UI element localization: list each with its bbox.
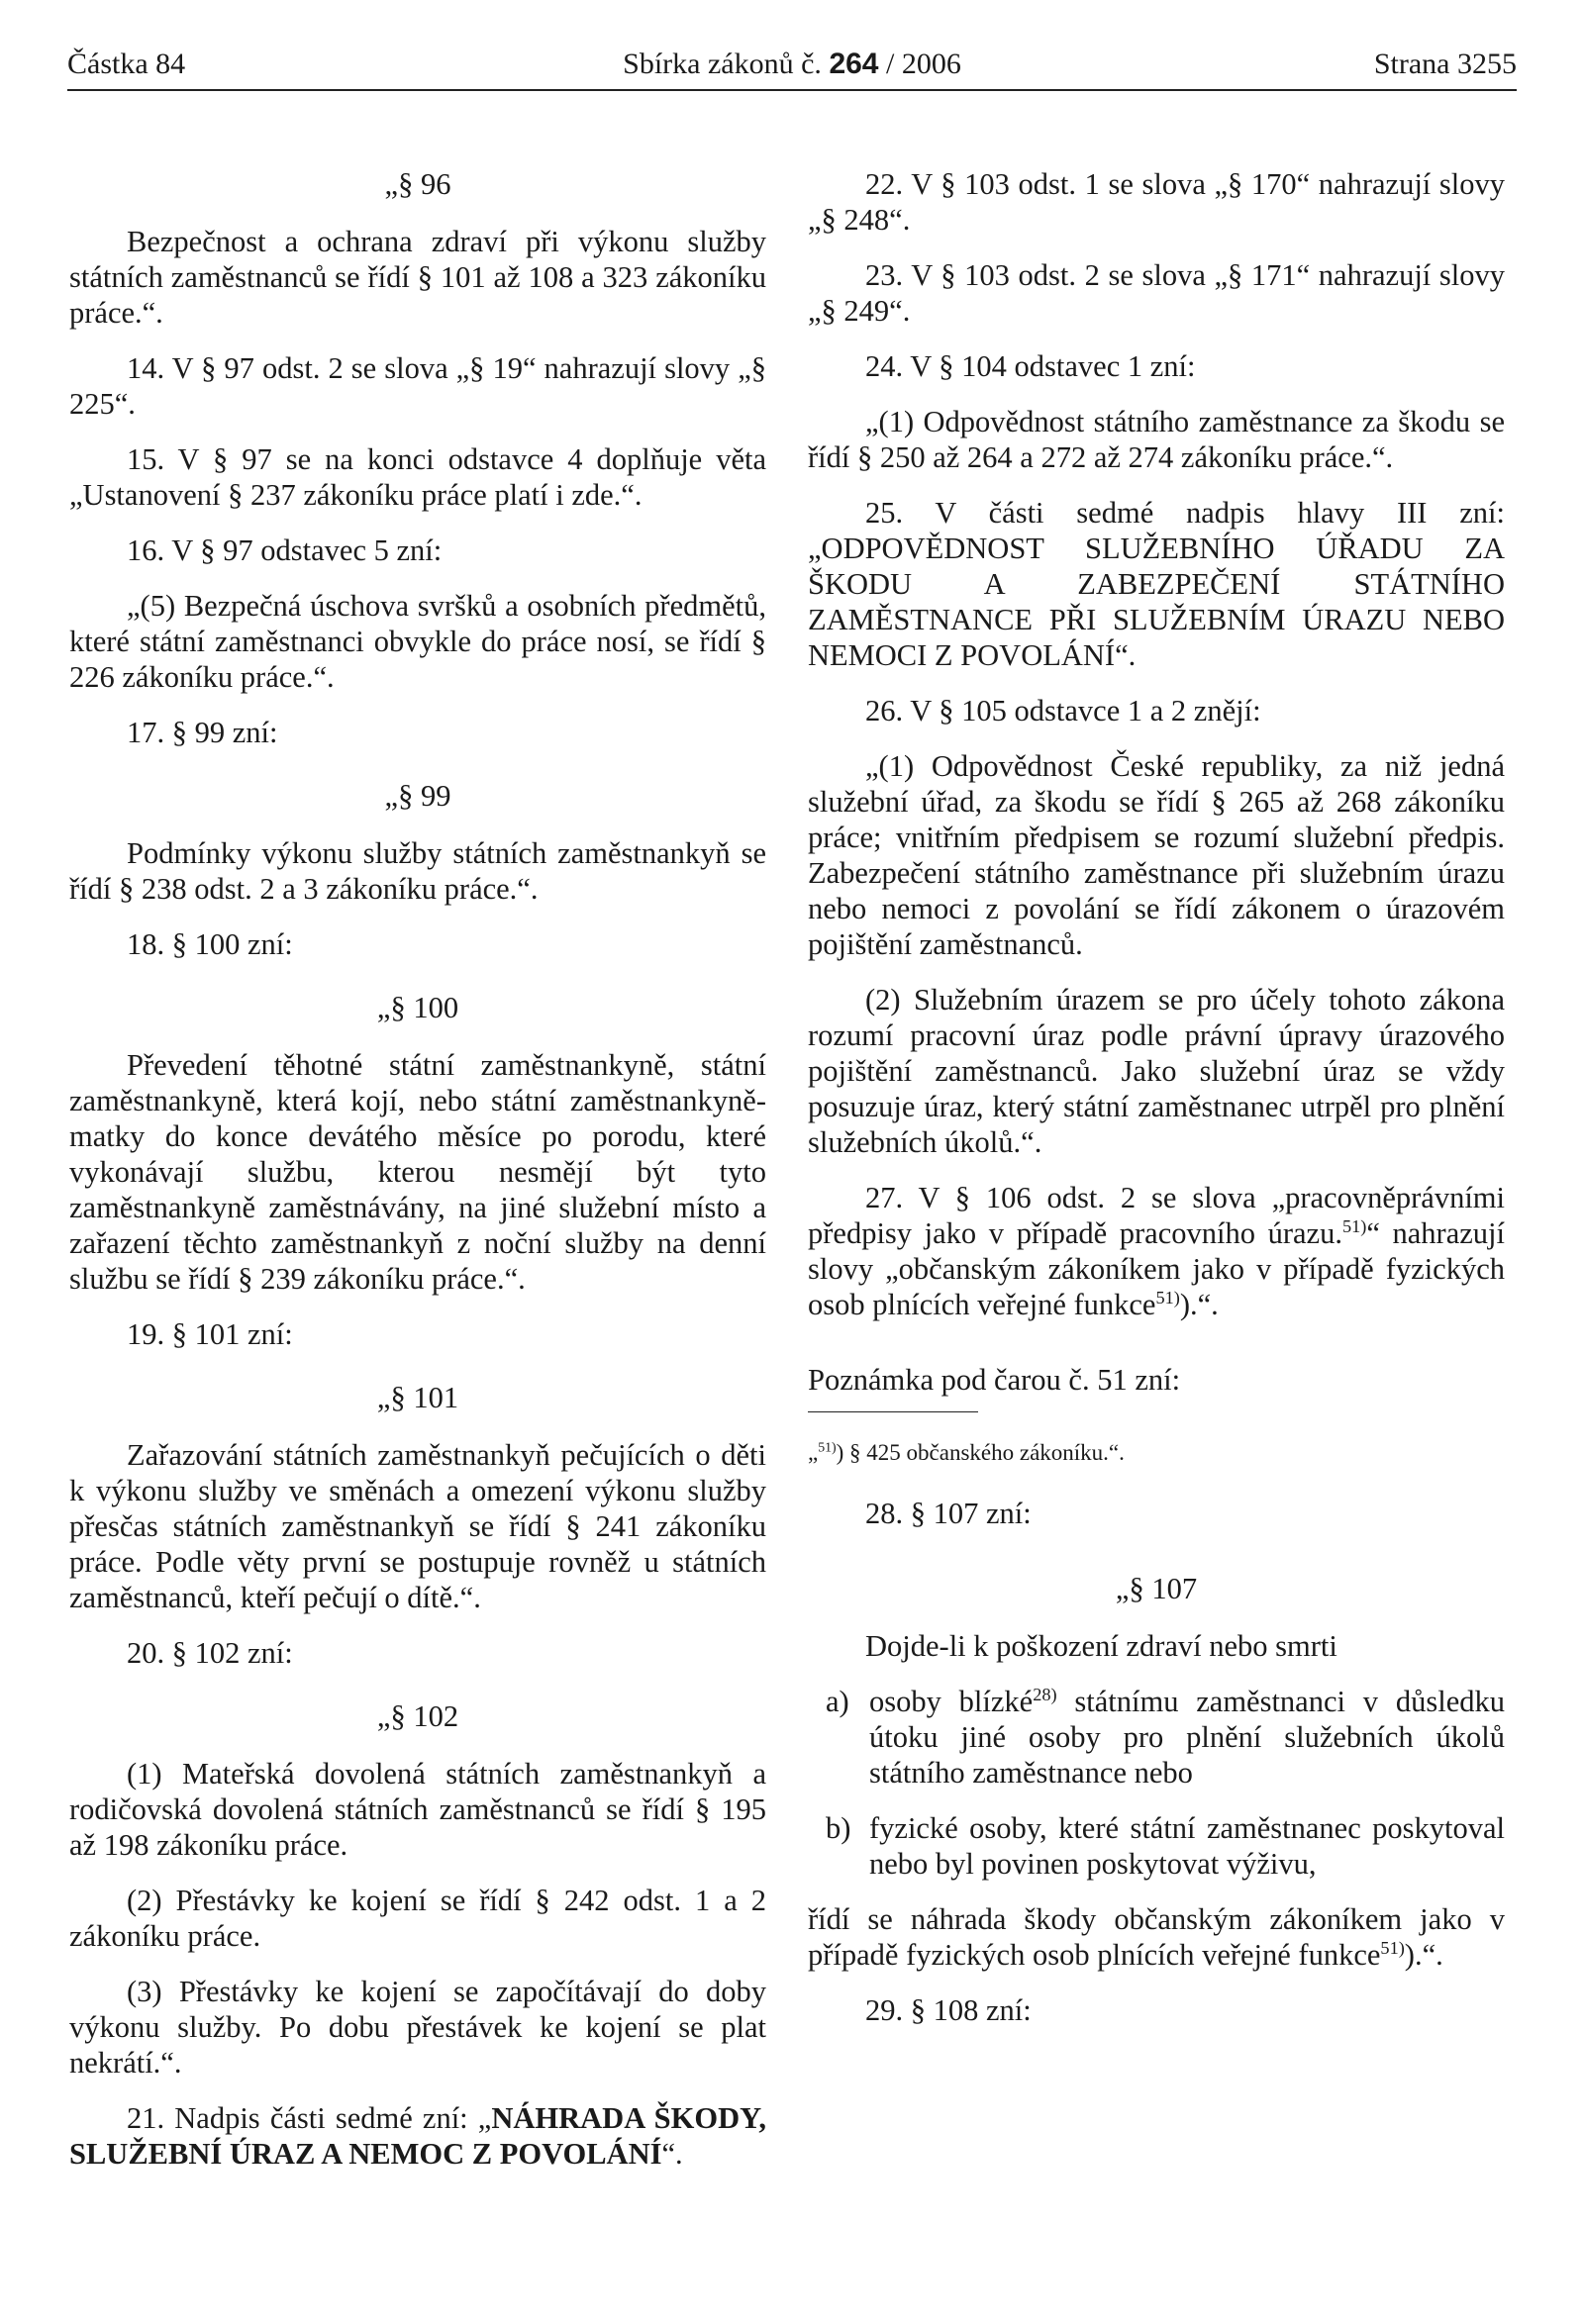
point-27: [808, 1180, 1505, 1322]
paragraph-99: Podmínky výkonu služby státních zaměstnankyň se řídí § 238 odst. 2 a 3 zákoníku práce.“.: [69, 836, 766, 906]
point-23: 23. V § 103 odst. 2 se slova „§ 171“ nahrazují slovy „§ 249“.: [808, 258, 1505, 328]
point-15: 15. V § 97 se na konci odstavce 4 doplňuje věta „Ustanovení § 237 zákoníku práce platí i zde.“.: [69, 442, 766, 512]
section-heading-100: „§ 100: [376, 991, 459, 1024]
list-item-b-text: fyzické osoby, které státní zaměstnanec poskytoval nebo byl povinen poskytovat výživu,: [869, 1811, 1505, 1881]
section-heading-102: „§ 102: [376, 1699, 459, 1733]
section-heading-101: „§ 101: [376, 1381, 459, 1414]
point-21-title: NÁHRADA ŠKODY, SLUŽEBNÍ ÚRAZ A NEMOC Z POVOLÁNÍ: [69, 2101, 766, 2171]
section-heading-107: „§ 107: [1115, 1572, 1198, 1605]
point-27-text-b: “ nahrazují slovy „občanským zákoníkem jako v případě fyzických osob plnících veřejné funkce: [808, 1216, 1505, 1321]
footnote-ref: 51): [1380, 1937, 1405, 1958]
paragraph-101: Zařazování státních zaměstnankyň pečujících o děti k výkonu služby ve směnách a omezení výkonu služby přesčas státních zaměstnankyň se řídí § 241 zákoníku práce. Podle věty první se postupuje rovněž u státních zaměstnanců, kteří pečují o dítě.“.: [69, 1438, 766, 1614]
footnote-ref: 51): [1155, 1287, 1180, 1307]
footnote-text: ) § 425 občanského zákoníku.“.: [836, 1440, 1125, 1465]
header-collection: [67, 40, 1517, 89]
point-28: 28. § 107 zní:: [865, 1497, 1032, 1530]
header-collection-prefix: Sbírka zákonů č.: [623, 48, 822, 80]
paragraph-96: Bezpečnost a ochrana zdraví při výkonu služby státních zaměstnanců se řídí § 101 až 108 a 323 zákoníku práce.“.: [69, 225, 766, 330]
list-item-a: [808, 1684, 1505, 1791]
point-21: [69, 2100, 766, 2172]
point-16-quote: „(5) Bezpečná úschova svršků a osobních předmětů, které státní zaměstnanci obvykle do práce nosí, se řídí § 226 zákoníku práce.“.: [69, 589, 766, 694]
point-27-text-c: ).“.: [1179, 1288, 1219, 1321]
point-24: 24. V § 104 odstavec 1 zní:: [865, 349, 1196, 383]
footnote-ref: 28): [1033, 1684, 1057, 1704]
header-law-number: 264: [829, 48, 879, 80]
paragraph-102-2: (2) Přestávky ke kojení se řídí § 242 odst. 1 a 2 zákoníku práce.: [69, 1884, 766, 1953]
list-item-a-text-cont: státnímu zaměstnanci v důsledku útoku jiné osoby pro plnění služebních úkolů státního zaměstnance nebo: [869, 1685, 1505, 1790]
point-29: 29. § 108 zní:: [865, 1993, 1032, 2027]
paragraph-102-1: (1) Mateřská dovolená státních zaměstnankyň a rodičovská dovolená státních zaměstnanců se řídí § 195 až 198 zákoníku práce.: [69, 1757, 766, 1862]
paragraph-100: Převedení těhotné státní zaměstnankyně, státní zaměstnankyně, která kojí, nebo státní zaměstnankyně-matky do konce devátého měsíce po porodu, které vykonávají službu, kterou nesmějí být tyto zaměstnankyně zaměstnávány, na jiné služební místo a zařazení těchto zaměstnankyň z noční služby na denní službu se řídí § 239 zákoníku práce.“.: [69, 1048, 766, 1296]
left-column: [69, 166, 766, 2191]
point-26: 26. V § 105 odstavce 1 a 2 znějí:: [865, 694, 1261, 727]
point-20: 20. § 102 zní:: [127, 1636, 293, 1670]
list-item-a-text: osoby blízké: [869, 1685, 1034, 1718]
point-27-text-a: 27. V § 106 odst. 2 se slova „pracovněprávními předpisy jako v případě pracovního úrazu.: [808, 1181, 1505, 1250]
header-page-number: Strana 3255: [1373, 48, 1517, 80]
point-19: 19. § 101 zní:: [127, 1317, 293, 1351]
point-17: 17. § 99 zní:: [127, 716, 278, 749]
footnote-note-title: Poznámka pod čarou č. 51 zní:: [808, 1363, 1181, 1397]
footnote-ref: 51): [1341, 1215, 1367, 1236]
list-marker-b: b): [826, 1811, 851, 1845]
point-21-close: “.: [661, 2137, 683, 2171]
point-21-text: 21. Nadpis části sedmé zní: „: [127, 2101, 492, 2135]
footnote-rule: [808, 1411, 978, 1412]
point-25: 25. V části sedmé nadpis hlavy III zní: „ODPOVĚDNOST SLUŽEBNÍHO ÚŘADU ZA ŠKODU A ZABEZPEČENÍ STÁTNÍHO ZAMĚSTNANCE PŘI SLUŽEBNÍM ÚRAZU NEBO NEMOCI Z POVOLÁNÍ“.: [808, 496, 1505, 672]
footnote-open-quote: „: [808, 1440, 819, 1465]
header-issue: Částka 84: [67, 48, 186, 80]
point-24-quote: „(1) Odpovědnost státního zaměstnance za škodu se řídí § 250 až 264 a 272 až 274 zákoníku práce.“.: [808, 405, 1505, 474]
point-14: 14. V § 97 odst. 2 se slova „§ 19“ nahrazují slovy „§ 225“.: [69, 351, 766, 421]
point-18: 18. § 100 zní:: [127, 927, 293, 961]
footnote-51: [808, 1438, 1505, 1468]
section-heading-99: „§ 99: [384, 779, 451, 813]
list-item-b: [808, 1810, 1505, 1882]
section-heading-96: „§ 96: [384, 167, 451, 201]
paragraph-105-1: „(1) Odpovědnost České republiky, za niž jedná služební úřad, za škodu se řídí § 265 až 268 zákoníku práce; vnitřním předpisem se rozumí služební předpis. Zabezpečení státního zaměstnance při služebním úrazu nebo nemoci z povolání se řídí zákonem o úrazovém pojištění zaměstnanců.: [808, 749, 1505, 961]
footnote-number: 51): [818, 1439, 837, 1455]
paragraph-102-3: (3) Přestávky ke kojení se započítávají do doby výkonu služby. Po dobu přestávek ke kojení se plat nekrátí.“.: [69, 1975, 766, 2080]
paragraph-107-end: [808, 1901, 1505, 1973]
paragraph-105-2: (2) Služebním úrazem se pro účely tohoto zákona rozumí pracovní úraz podle právní úpravy úrazového pojištění zaměstnanců. Jako služební úraz se vždy posuzuje úraz, který státní zaměstnanec utrpěl pro plnění služebních úkolů.“.: [808, 983, 1505, 1159]
page-header: [67, 40, 1517, 91]
header-year: / 2006: [886, 48, 961, 80]
point-16: 16. V § 97 odstavec 5 zní:: [127, 533, 443, 567]
paragraph-107-end-close: ).“.: [1404, 1938, 1443, 1972]
paragraph-107-end-text: řídí se náhrada škody občanským zákoníkem jako v případě fyzických osob plnících veřejné funkce: [808, 1902, 1505, 1972]
list-marker-a: a): [826, 1685, 849, 1718]
paragraph-107-intro: Dojde-li k poškození zdraví nebo smrti: [865, 1629, 1337, 1663]
right-column: [808, 166, 1505, 2048]
point-22: 22. V § 103 odst. 1 se slova „§ 170“ nahrazují slovy „§ 248“.: [808, 167, 1505, 237]
